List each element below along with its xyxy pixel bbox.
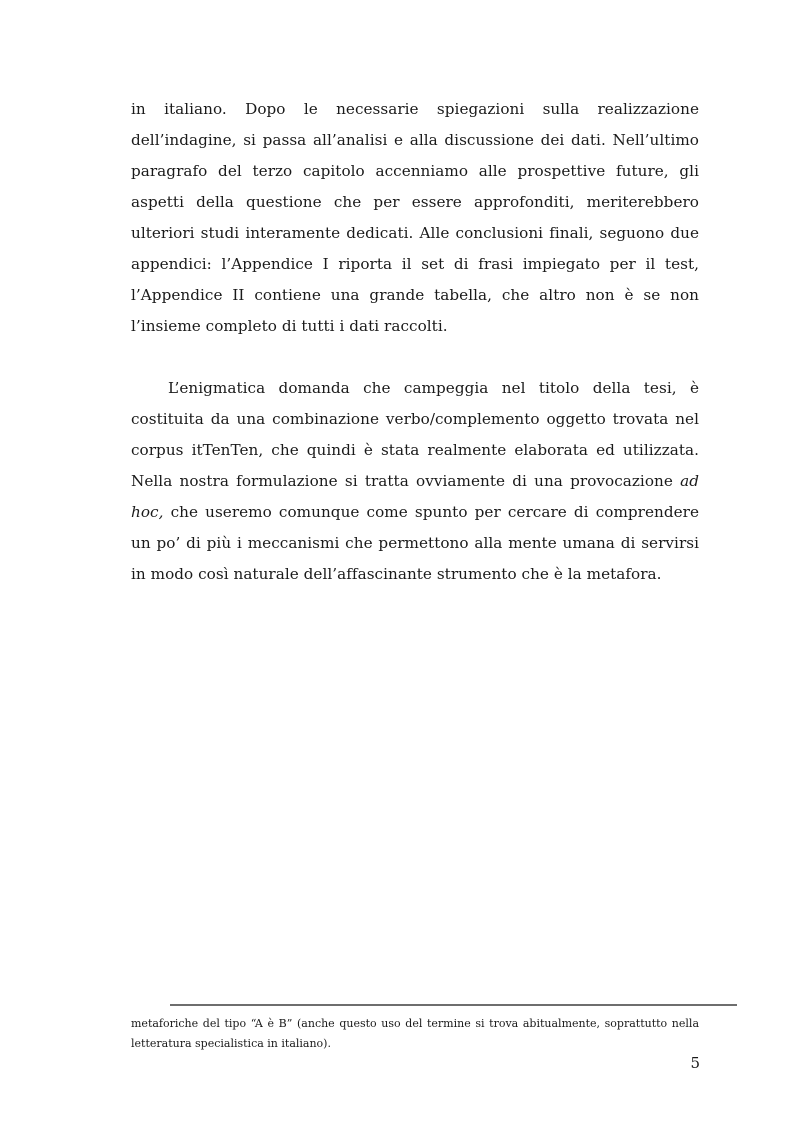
paragraph-2-end: che useremo comunque come spunto per cercare di comprendere un po’ di più i meccanismi che permettono alla mente umana di servirsi in modo così naturale dell’affascinante strumento che è la metafora.	[131, 503, 699, 583]
paragraph-2-start: L’enigmatica domanda che campeggia nel titolo della tesi, è costituita da una combinazione verbo/complemento oggetto trovata nel corpus itTenTen, che quindi è stata realmente elaborata ed utilizzata. Nella nostra formulazione si tratta ovviamente di una provocazione	[131, 379, 699, 490]
page-number: 5	[690, 1054, 700, 1072]
footnote-text: metaforiche del tipo “A è B” (anche questo uso del termine si trova abitualmente, soprattutto nella letteratura specialistica in italiano).	[131, 1017, 699, 1050]
italic-term-ad-hoc: ad hoc,	[131, 472, 699, 521]
paragraph-2	[131, 373, 699, 590]
paragraph-1: in italiano. Dopo le necessarie spiegazioni sulla realizzazione dell’indagine, si passa all’analisi e alla discussione dei dati. Nell’ultimo paragrafo del terzo capitolo accenniamo alle prospettive future, gli aspetti della questione che per essere approfonditi, meriterebbero ulteriori studi interamente dedicati. Alle conclusioni finali, seguono due appendici: l’Appendice I riporta il set di frasi impiegato per il test, l’Appendice II contiene una grande tabella, che altro non è se non l’insieme completo di tutti i dati raccolti.	[131, 100, 699, 335]
footnote-separator	[170, 1004, 737, 1006]
body-text	[131, 94, 699, 590]
